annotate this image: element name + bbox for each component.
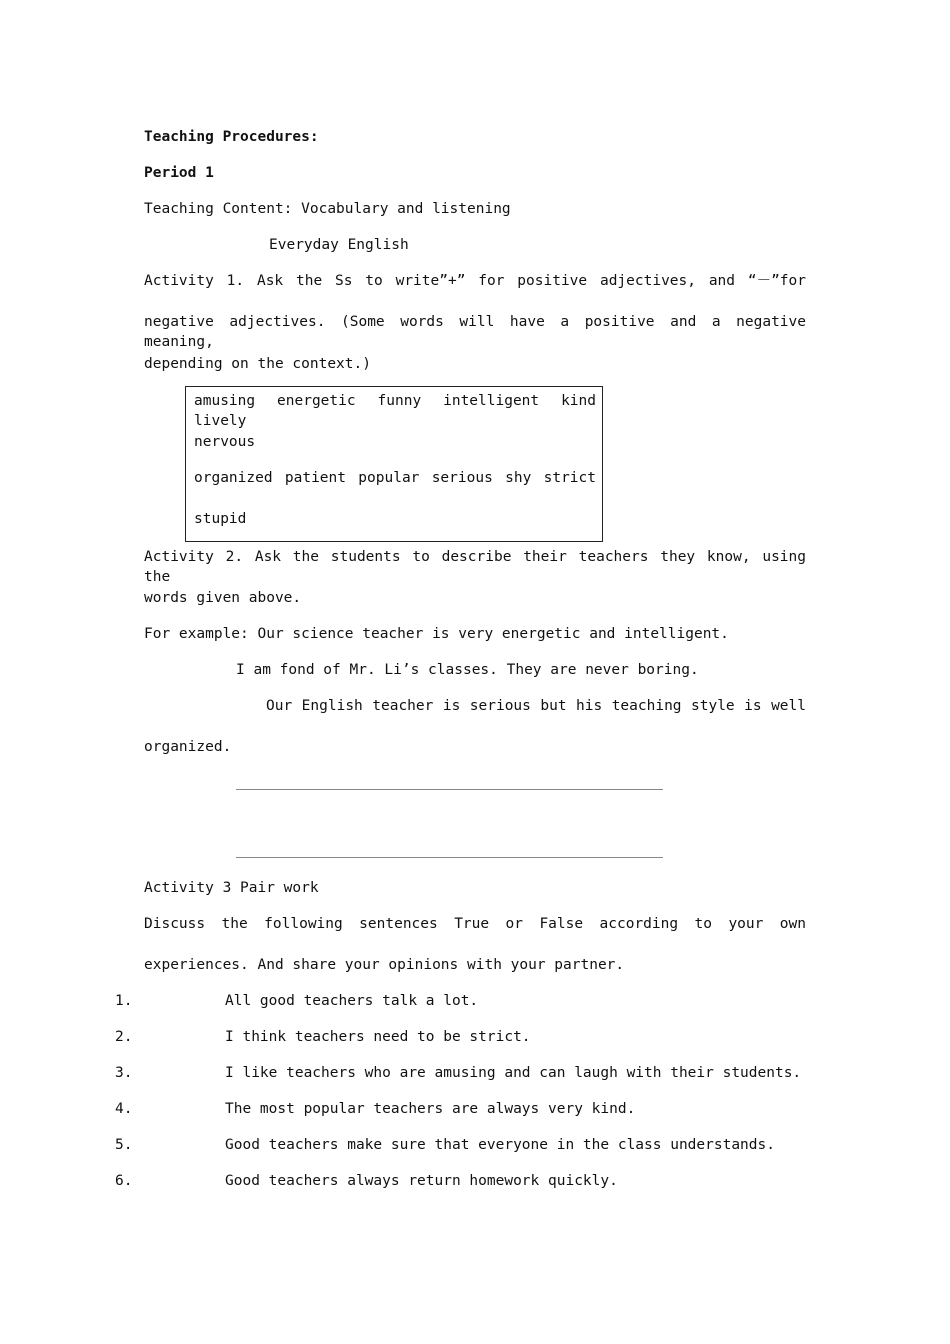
list-item-text: I like teachers who are amusing and can laugh with their students. <box>225 1065 802 1081</box>
list-item-text: Good teachers always return homework quickly. <box>225 1173 618 1189</box>
list-item-number: 4. <box>115 1101 133 1117</box>
list-item-number: 3. <box>115 1065 133 1081</box>
list-item-number: 1. <box>115 993 133 1009</box>
activity3-title: Activity 3 Pair work <box>144 880 319 896</box>
answer-blank-line-2 <box>236 857 663 858</box>
teaching-content: Teaching Content: Vocabulary and listening <box>144 201 511 217</box>
list-item-text: All good teachers talk a lot. <box>225 993 479 1009</box>
vocab-row-4: stupid <box>194 511 247 527</box>
activity1-line2: negative adjectives. (Some words will have a positive and a negative meaning, <box>144 314 806 350</box>
section-title: Teaching Procedures: <box>144 129 319 145</box>
list-item-text: Good teachers make sure that everyone in the class understands. <box>225 1137 775 1153</box>
list-item-number: 2. <box>115 1029 133 1045</box>
activity3-line1: Discuss the following sentences True or False according to your own <box>144 916 806 932</box>
list-item-text: The most popular teachers are always very kind. <box>225 1101 636 1117</box>
period-label: Period 1 <box>144 165 214 181</box>
list-item-number: 5. <box>115 1137 133 1153</box>
activity1-line3: depending on the context.) <box>144 356 371 372</box>
list-item-number: 6. <box>115 1173 133 1189</box>
teaching-subcontent: Everyday English <box>269 237 409 253</box>
vocabulary-box <box>185 386 603 542</box>
example-3-line2: organized. <box>144 739 232 755</box>
answer-blank-line-1 <box>236 789 663 790</box>
vocab-row-1: amusing energetic funny intelligent kind lively <box>194 393 596 429</box>
example-1: For example: Our science teacher is very energetic and intelligent. <box>144 626 729 642</box>
activity3-line2: experiences. And share your opinions with your partner. <box>144 957 625 973</box>
example-3-line1: Our English teacher is serious but his teaching style is well <box>266 698 806 714</box>
activity2-line1: Activity 2. Ask the students to describe their teachers they know, using the <box>144 549 806 585</box>
vocab-row-3: organized patient popular serious shy strict <box>194 470 596 486</box>
list-item-text: I think teachers need to be strict. <box>225 1029 531 1045</box>
activity2-line2: words given above. <box>144 590 302 606</box>
example-2: I am fond of Mr. Li’s classes. They are never boring. <box>236 662 699 678</box>
vocab-row-2: nervous <box>194 434 256 450</box>
activity1-line1: Activity 1. Ask the Ss to write”+” for positive adjectives, and “－”for <box>144 273 806 289</box>
